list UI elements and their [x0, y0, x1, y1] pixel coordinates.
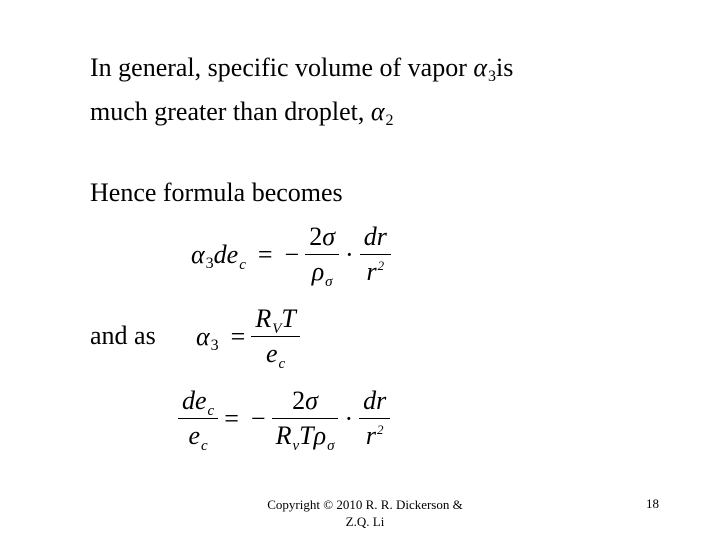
eq2-lhs: α3 — [196, 321, 219, 354]
alpha-2-symbol: α2 — [370, 97, 394, 129]
equals-sign: = — [257, 239, 273, 269]
fraction-dec-over-ec: $\frac{de_c}{e_c}$ — [178, 386, 218, 451]
text-specific-volume: In general, specific volume of vapor — [90, 53, 467, 82]
text-is: is — [496, 53, 514, 82]
text-line-2 — [90, 97, 394, 129]
copyright-line-1: Copyright © 2010 R. R. Dickerson & — [267, 497, 463, 512]
equals-sign: = — [224, 403, 239, 433]
equals-sign: = — [230, 321, 246, 351]
text-hence: Hence formula becomes — [90, 178, 343, 207]
equation-2 — [190, 304, 300, 372]
minus-sign: − — [250, 403, 266, 433]
fraction-dr-over-r2: $\frac{dr}{r^2}$ — [359, 386, 390, 451]
fraction-dr-over-r2: $\frac{dr}{r^2}$ — [360, 222, 391, 287]
fraction-RvT-over-ec: $\frac{R_VT}{e_c}$ — [251, 304, 300, 369]
minus-sign: − — [284, 239, 300, 269]
alpha-3-symbol: α3 — [473, 53, 497, 85]
text-greater-than-droplet: much greater than droplet, — [90, 97, 365, 126]
page-number: 18 — [646, 496, 659, 511]
copyright-footer — [240, 496, 490, 530]
fraction-2sigma-over-rho: $\frac{2\sigma}{\rho_\sigma}$ — [305, 222, 339, 287]
text-and-as: and as — [90, 321, 156, 350]
copyright-line-2: Z.Q. Li — [345, 514, 385, 529]
equation-1 — [185, 222, 391, 290]
equation-3 — [178, 386, 390, 454]
eq1-lhs: $\alpha 3de_c$ — [191, 239, 246, 273]
dot-operator: · — [345, 239, 354, 269]
dot-operator: · — [344, 403, 354, 433]
fraction-2sigma-over-RvTrho: $\frac{2\sigma}{R_vT\rho_\sigma}$ — [272, 386, 339, 451]
text-line-1 — [90, 53, 514, 85]
